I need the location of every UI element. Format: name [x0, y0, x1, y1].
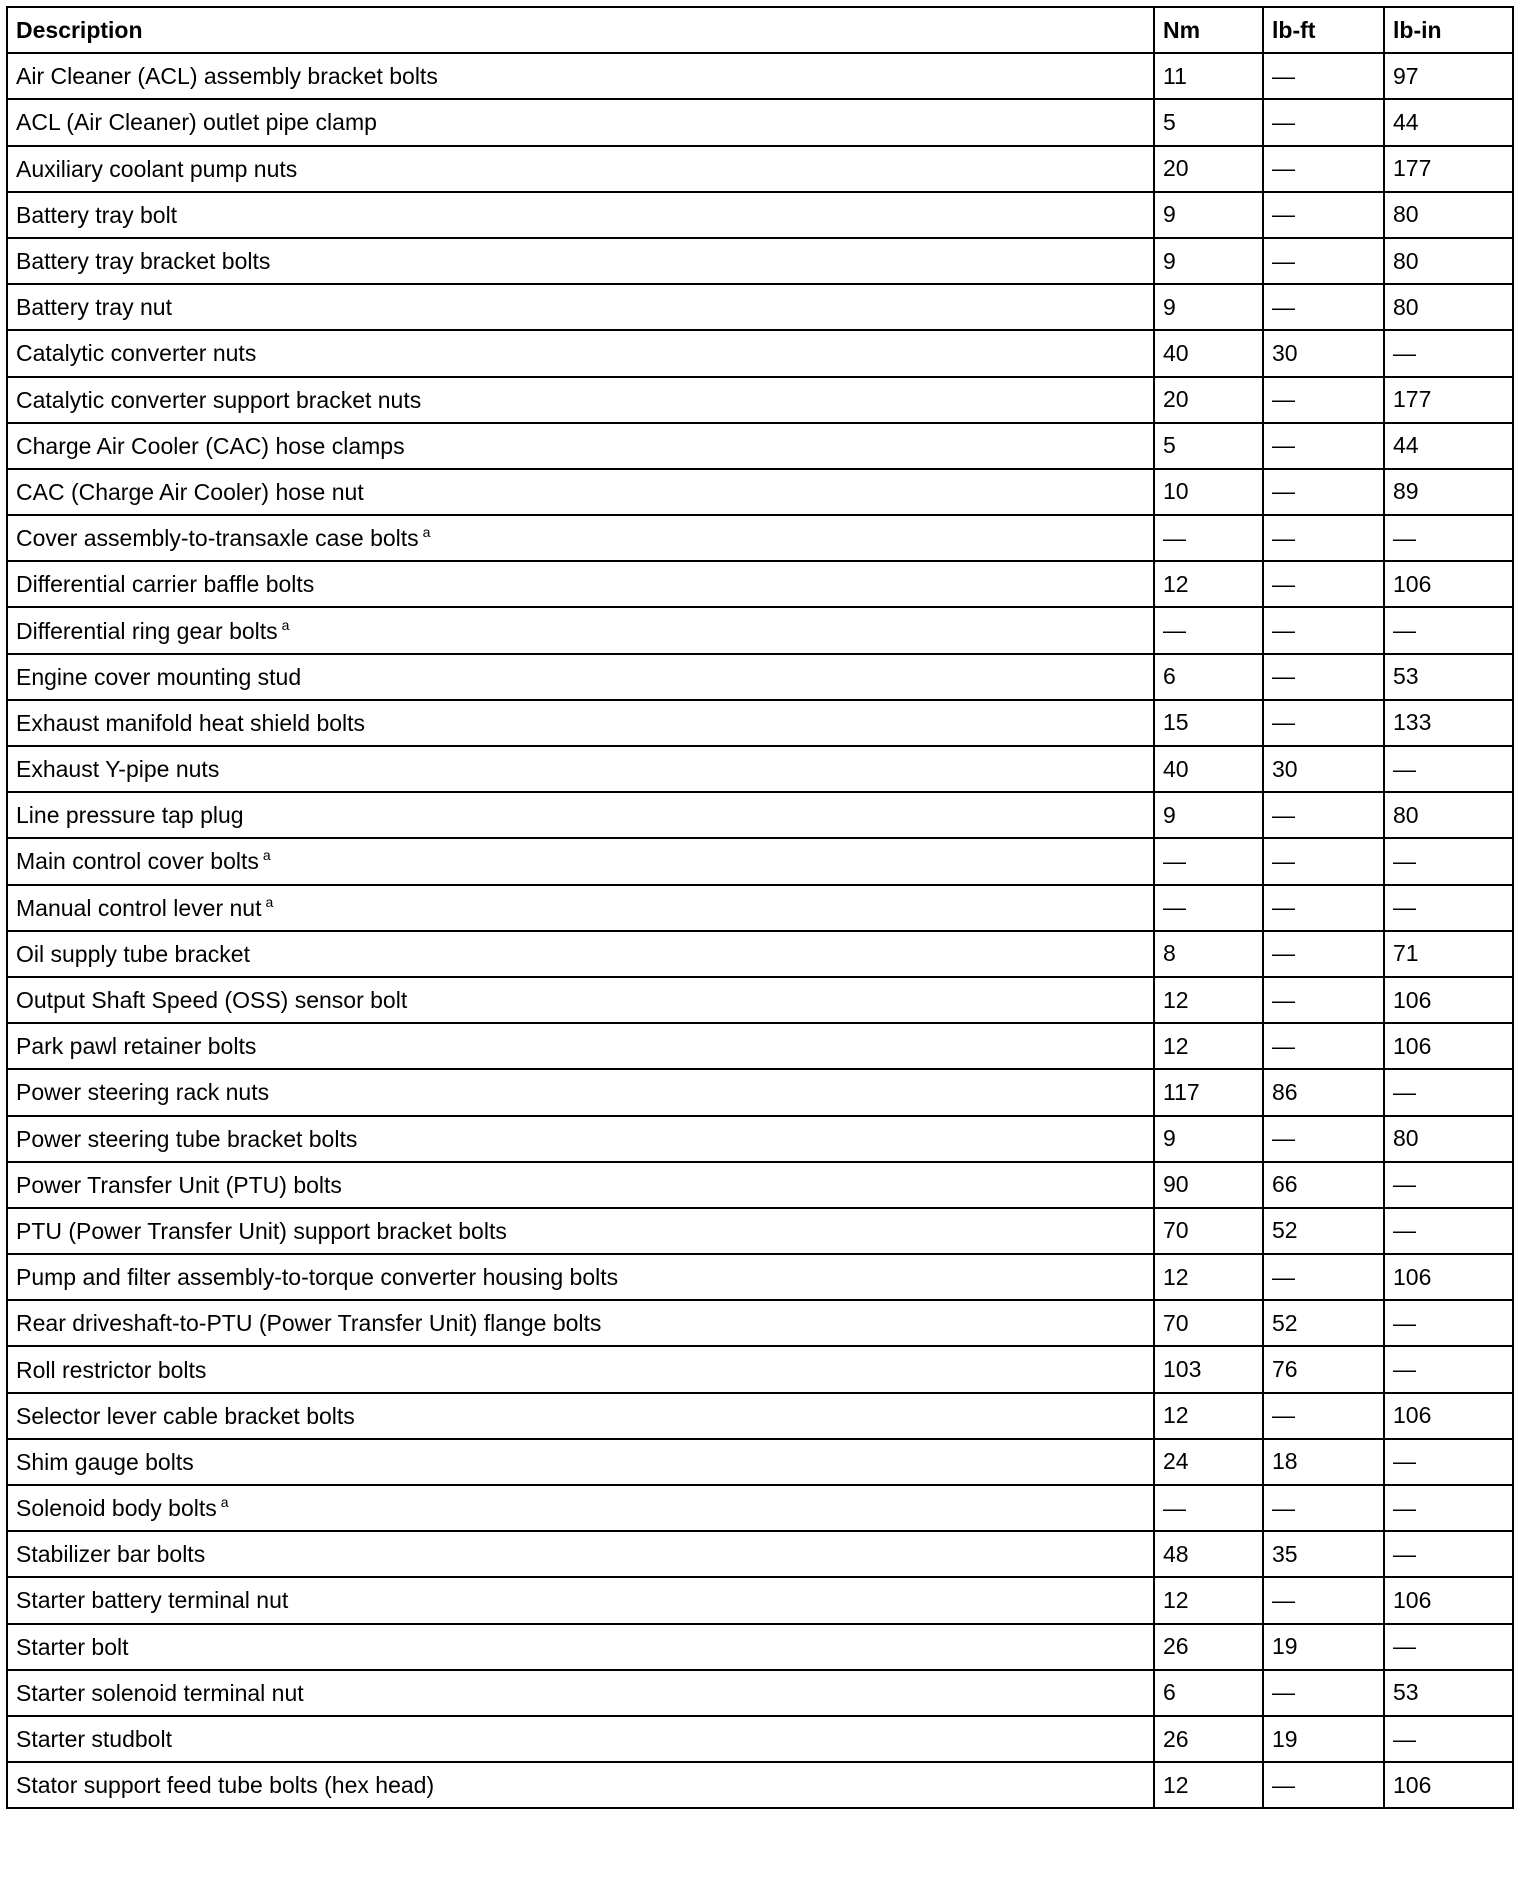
lb-in-cell: 97: [1384, 53, 1513, 99]
description-text: Differential carrier baffle bolts: [16, 571, 315, 598]
table-row: [7, 99, 1513, 145]
description-text: Starter battery terminal nut: [16, 1587, 289, 1614]
description-cell: [7, 423, 1154, 469]
description-cell: [7, 931, 1154, 977]
description-cell: [7, 700, 1154, 746]
table-row: [7, 885, 1513, 931]
nm-cell: —: [1154, 1485, 1263, 1531]
footnote-marker: a: [265, 893, 274, 910]
description-text: Auxiliary coolant pump nuts: [16, 155, 298, 182]
description-cell: [7, 1069, 1154, 1115]
description-text: Selector lever cable bracket bolts: [16, 1402, 355, 1429]
table-row: [7, 1716, 1513, 1762]
nm-cell: 9: [1154, 238, 1263, 284]
description-cell: [7, 792, 1154, 838]
nm-cell: 11: [1154, 53, 1263, 99]
lb-in-cell: 44: [1384, 99, 1513, 145]
lb-ft-cell: —: [1263, 654, 1384, 700]
lb-ft-cell: 76: [1263, 1346, 1384, 1392]
description-text: Starter solenoid terminal nut: [16, 1679, 304, 1706]
table-row: [7, 654, 1513, 700]
lb-in-cell: 44: [1384, 423, 1513, 469]
nm-cell: 70: [1154, 1208, 1263, 1254]
table-row: [7, 1346, 1513, 1392]
lb-in-cell: —: [1384, 1300, 1513, 1346]
nm-cell: 9: [1154, 792, 1263, 838]
description-text: Differential ring gear bolts: [16, 617, 278, 644]
description-cell: [7, 1531, 1154, 1577]
description-text: Park pawl retainer bolts: [16, 1033, 257, 1060]
table-row: [7, 1254, 1513, 1300]
nm-cell: —: [1154, 515, 1263, 561]
description-cell: [7, 1716, 1154, 1762]
header-description: Description: [7, 7, 1154, 53]
nm-cell: 15: [1154, 700, 1263, 746]
description-cell: [7, 53, 1154, 99]
lb-in-cell: —: [1384, 1346, 1513, 1392]
nm-cell: 26: [1154, 1716, 1263, 1762]
table-row: [7, 1762, 1513, 1808]
table-row: [7, 238, 1513, 284]
description-cell: [7, 99, 1154, 145]
nm-cell: 24: [1154, 1439, 1263, 1485]
lb-in-cell: —: [1384, 1162, 1513, 1208]
nm-cell: 40: [1154, 330, 1263, 376]
description-cell: [7, 838, 1154, 884]
description-text: Shim gauge bolts: [16, 1448, 194, 1475]
description-text: Cover assembly-to-transaxle case bolts: [16, 525, 419, 552]
lb-ft-cell: —: [1263, 53, 1384, 99]
footnote-marker: a: [422, 524, 431, 541]
description-cell: [7, 1670, 1154, 1716]
description-cell: [7, 1254, 1154, 1300]
lb-ft-cell: 86: [1263, 1069, 1384, 1115]
lb-in-cell: —: [1384, 515, 1513, 561]
lb-ft-cell: —: [1263, 515, 1384, 561]
description-cell: [7, 607, 1154, 653]
lb-ft-cell: —: [1263, 1254, 1384, 1300]
description-text: Catalytic converter support bracket nuts: [16, 386, 422, 413]
nm-cell: 8: [1154, 931, 1263, 977]
description-text: Oil supply tube bracket: [16, 940, 250, 967]
lb-in-cell: 80: [1384, 284, 1513, 330]
description-text: Stabilizer bar bolts: [16, 1541, 206, 1568]
table-row: [7, 377, 1513, 423]
lb-ft-cell: —: [1263, 1670, 1384, 1716]
nm-cell: 12: [1154, 977, 1263, 1023]
description-text: PTU (Power Transfer Unit) support bracket bolts: [16, 1217, 507, 1244]
description-text: Output Shaft Speed (OSS) sensor bolt: [16, 987, 408, 1014]
description-text: Line pressure tap plug: [16, 802, 244, 829]
description-text: Roll restrictor bolts: [16, 1356, 207, 1383]
description-cell: [7, 1023, 1154, 1069]
description-cell: [7, 885, 1154, 931]
table-row: [7, 792, 1513, 838]
description-cell: [7, 977, 1154, 1023]
description-text: Engine cover mounting stud: [16, 663, 302, 690]
table-row: [7, 192, 1513, 238]
lb-ft-cell: —: [1263, 284, 1384, 330]
lb-ft-cell: —: [1263, 1485, 1384, 1531]
lb-ft-cell: —: [1263, 1762, 1384, 1808]
table-row: [7, 469, 1513, 515]
table-row: [7, 1485, 1513, 1531]
nm-cell: —: [1154, 607, 1263, 653]
table-header-row: [7, 7, 1513, 53]
table-row: [7, 1577, 1513, 1623]
description-text: Battery tray nut: [16, 294, 172, 321]
description-text: Power steering rack nuts: [16, 1079, 270, 1106]
lb-ft-cell: 35: [1263, 1531, 1384, 1577]
description-text: Rear driveshaft-to-PTU (Power Transfer Unit) flange bolts: [16, 1310, 602, 1337]
lb-in-cell: 80: [1384, 792, 1513, 838]
lb-ft-cell: —: [1263, 561, 1384, 607]
description-cell: [7, 330, 1154, 376]
description-cell: [7, 1393, 1154, 1439]
lb-in-cell: 106: [1384, 977, 1513, 1023]
nm-cell: 12: [1154, 1254, 1263, 1300]
nm-cell: 26: [1154, 1624, 1263, 1670]
table-row: [7, 284, 1513, 330]
description-text: Solenoid body bolts: [16, 1495, 217, 1522]
description-cell: [7, 1485, 1154, 1531]
table-row: [7, 1069, 1513, 1115]
nm-cell: 20: [1154, 146, 1263, 192]
table-row: [7, 423, 1513, 469]
header-nm: Nm: [1154, 7, 1263, 53]
nm-cell: 48: [1154, 1531, 1263, 1577]
lb-ft-cell: 30: [1263, 330, 1384, 376]
table-row: [7, 330, 1513, 376]
description-cell: [7, 192, 1154, 238]
nm-cell: 6: [1154, 1670, 1263, 1716]
table-row: [7, 1208, 1513, 1254]
lb-in-cell: —: [1384, 1716, 1513, 1762]
lb-ft-cell: —: [1263, 792, 1384, 838]
description-text: Power Transfer Unit (PTU) bolts: [16, 1171, 342, 1198]
lb-in-cell: 106: [1384, 561, 1513, 607]
lb-in-cell: 106: [1384, 1762, 1513, 1808]
lb-in-cell: —: [1384, 1208, 1513, 1254]
description-cell: [7, 1208, 1154, 1254]
lb-in-cell: 71: [1384, 931, 1513, 977]
lb-in-cell: —: [1384, 1069, 1513, 1115]
torque-spec-table: [6, 6, 1514, 1809]
table-row: [7, 931, 1513, 977]
table-row: [7, 1393, 1513, 1439]
table-row: [7, 1531, 1513, 1577]
nm-cell: —: [1154, 885, 1263, 931]
table-row: [7, 1670, 1513, 1716]
table-row: [7, 146, 1513, 192]
lb-ft-cell: —: [1263, 192, 1384, 238]
table-row: [7, 746, 1513, 792]
lb-ft-cell: —: [1263, 700, 1384, 746]
lb-in-cell: 80: [1384, 238, 1513, 284]
description-cell: [7, 146, 1154, 192]
nm-cell: 20: [1154, 377, 1263, 423]
description-text: Catalytic converter nuts: [16, 340, 257, 367]
lb-ft-cell: 18: [1263, 1439, 1384, 1485]
nm-cell: 103: [1154, 1346, 1263, 1392]
description-cell: [7, 238, 1154, 284]
description-text: Exhaust Y-pipe nuts: [16, 756, 220, 783]
lb-in-cell: 80: [1384, 1116, 1513, 1162]
description-cell: [7, 654, 1154, 700]
description-cell: [7, 377, 1154, 423]
description-cell: [7, 1116, 1154, 1162]
table-row: [7, 515, 1513, 561]
description-text: Air Cleaner (ACL) assembly bracket bolts: [16, 63, 438, 90]
lb-in-cell: 106: [1384, 1254, 1513, 1300]
nm-cell: 12: [1154, 1393, 1263, 1439]
lb-ft-cell: 19: [1263, 1716, 1384, 1762]
lb-ft-cell: 52: [1263, 1300, 1384, 1346]
lb-ft-cell: —: [1263, 423, 1384, 469]
lb-ft-cell: —: [1263, 1023, 1384, 1069]
lb-in-cell: —: [1384, 1531, 1513, 1577]
description-text: Battery tray bolt: [16, 201, 178, 228]
nm-cell: 12: [1154, 1762, 1263, 1808]
lb-ft-cell: —: [1263, 885, 1384, 931]
lb-ft-cell: —: [1263, 377, 1384, 423]
lb-in-cell: —: [1384, 1485, 1513, 1531]
description-cell: [7, 1762, 1154, 1808]
table-row: [7, 1624, 1513, 1670]
nm-cell: 12: [1154, 1577, 1263, 1623]
description-cell: [7, 469, 1154, 515]
description-cell: [7, 1300, 1154, 1346]
lb-ft-cell: —: [1263, 146, 1384, 192]
description-text: Starter bolt: [16, 1633, 129, 1660]
lb-in-cell: —: [1384, 885, 1513, 931]
description-text: ACL (Air Cleaner) outlet pipe clamp: [16, 109, 377, 136]
header-lb-in: lb-in: [1384, 7, 1513, 53]
lb-in-cell: —: [1384, 1624, 1513, 1670]
lb-ft-cell: 19: [1263, 1624, 1384, 1670]
table-row: [7, 607, 1513, 653]
lb-in-cell: —: [1384, 838, 1513, 884]
lb-ft-cell: —: [1263, 238, 1384, 284]
description-text: Manual control lever nut: [16, 894, 262, 921]
description-cell: [7, 1577, 1154, 1623]
nm-cell: 10: [1154, 469, 1263, 515]
lb-in-cell: —: [1384, 746, 1513, 792]
description-text: Main control cover bolts: [16, 848, 259, 875]
description-cell: [7, 746, 1154, 792]
description-cell: [7, 515, 1154, 561]
nm-cell: —: [1154, 838, 1263, 884]
table-row: [7, 53, 1513, 99]
table-row: [7, 1116, 1513, 1162]
lb-ft-cell: —: [1263, 977, 1384, 1023]
table-body: [7, 53, 1513, 1808]
lb-in-cell: 106: [1384, 1393, 1513, 1439]
lb-in-cell: 177: [1384, 146, 1513, 192]
table-row: [7, 1023, 1513, 1069]
lb-ft-cell: 52: [1263, 1208, 1384, 1254]
nm-cell: 6: [1154, 654, 1263, 700]
lb-in-cell: —: [1384, 607, 1513, 653]
lb-in-cell: 177: [1384, 377, 1513, 423]
lb-ft-cell: —: [1263, 607, 1384, 653]
nm-cell: 90: [1154, 1162, 1263, 1208]
nm-cell: 12: [1154, 1023, 1263, 1069]
description-text: CAC (Charge Air Cooler) hose nut: [16, 478, 364, 505]
nm-cell: 12: [1154, 561, 1263, 607]
description-cell: [7, 1162, 1154, 1208]
lb-ft-cell: —: [1263, 838, 1384, 884]
description-cell: [7, 1346, 1154, 1392]
description-text: Battery tray bracket bolts: [16, 248, 271, 275]
lb-ft-cell: —: [1263, 931, 1384, 977]
table-row: [7, 977, 1513, 1023]
table-row: [7, 1162, 1513, 1208]
nm-cell: 9: [1154, 1116, 1263, 1162]
nm-cell: 40: [1154, 746, 1263, 792]
lb-in-cell: —: [1384, 330, 1513, 376]
table-row: [7, 838, 1513, 884]
footnote-marker: a: [220, 1494, 229, 1511]
lb-ft-cell: 30: [1263, 746, 1384, 792]
description-text: Exhaust manifold heat shield bolts: [16, 709, 366, 736]
description-text: Stator support feed tube bolts (hex head): [16, 1772, 435, 1799]
nm-cell: 117: [1154, 1069, 1263, 1115]
lb-in-cell: 106: [1384, 1023, 1513, 1069]
footnote-marker: a: [262, 847, 271, 864]
description-cell: [7, 1624, 1154, 1670]
lb-in-cell: 106: [1384, 1577, 1513, 1623]
lb-in-cell: 133: [1384, 700, 1513, 746]
description-text: Power steering tube bracket bolts: [16, 1125, 358, 1152]
lb-in-cell: 53: [1384, 654, 1513, 700]
description-text: Charge Air Cooler (CAC) hose clamps: [16, 432, 405, 459]
nm-cell: 5: [1154, 99, 1263, 145]
lb-in-cell: —: [1384, 1439, 1513, 1485]
description-cell: [7, 1439, 1154, 1485]
lb-ft-cell: —: [1263, 469, 1384, 515]
lb-in-cell: 80: [1384, 192, 1513, 238]
lb-ft-cell: —: [1263, 1577, 1384, 1623]
lb-ft-cell: —: [1263, 99, 1384, 145]
description-cell: [7, 561, 1154, 607]
description-cell: [7, 284, 1154, 330]
lb-ft-cell: 66: [1263, 1162, 1384, 1208]
lb-in-cell: 53: [1384, 1670, 1513, 1716]
description-text: Starter studbolt: [16, 1726, 172, 1753]
table-row: [7, 1439, 1513, 1485]
lb-ft-cell: —: [1263, 1393, 1384, 1439]
header-lb-ft: lb-ft: [1263, 7, 1384, 53]
table-row: [7, 561, 1513, 607]
table-row: [7, 700, 1513, 746]
description-text: Pump and filter assembly-to-torque converter housing bolts: [16, 1264, 619, 1291]
nm-cell: 9: [1154, 192, 1263, 238]
table-row: [7, 1300, 1513, 1346]
lb-in-cell: 89: [1384, 469, 1513, 515]
lb-ft-cell: —: [1263, 1116, 1384, 1162]
footnote-marker: a: [281, 616, 290, 633]
nm-cell: 5: [1154, 423, 1263, 469]
nm-cell: 9: [1154, 284, 1263, 330]
nm-cell: 70: [1154, 1300, 1263, 1346]
